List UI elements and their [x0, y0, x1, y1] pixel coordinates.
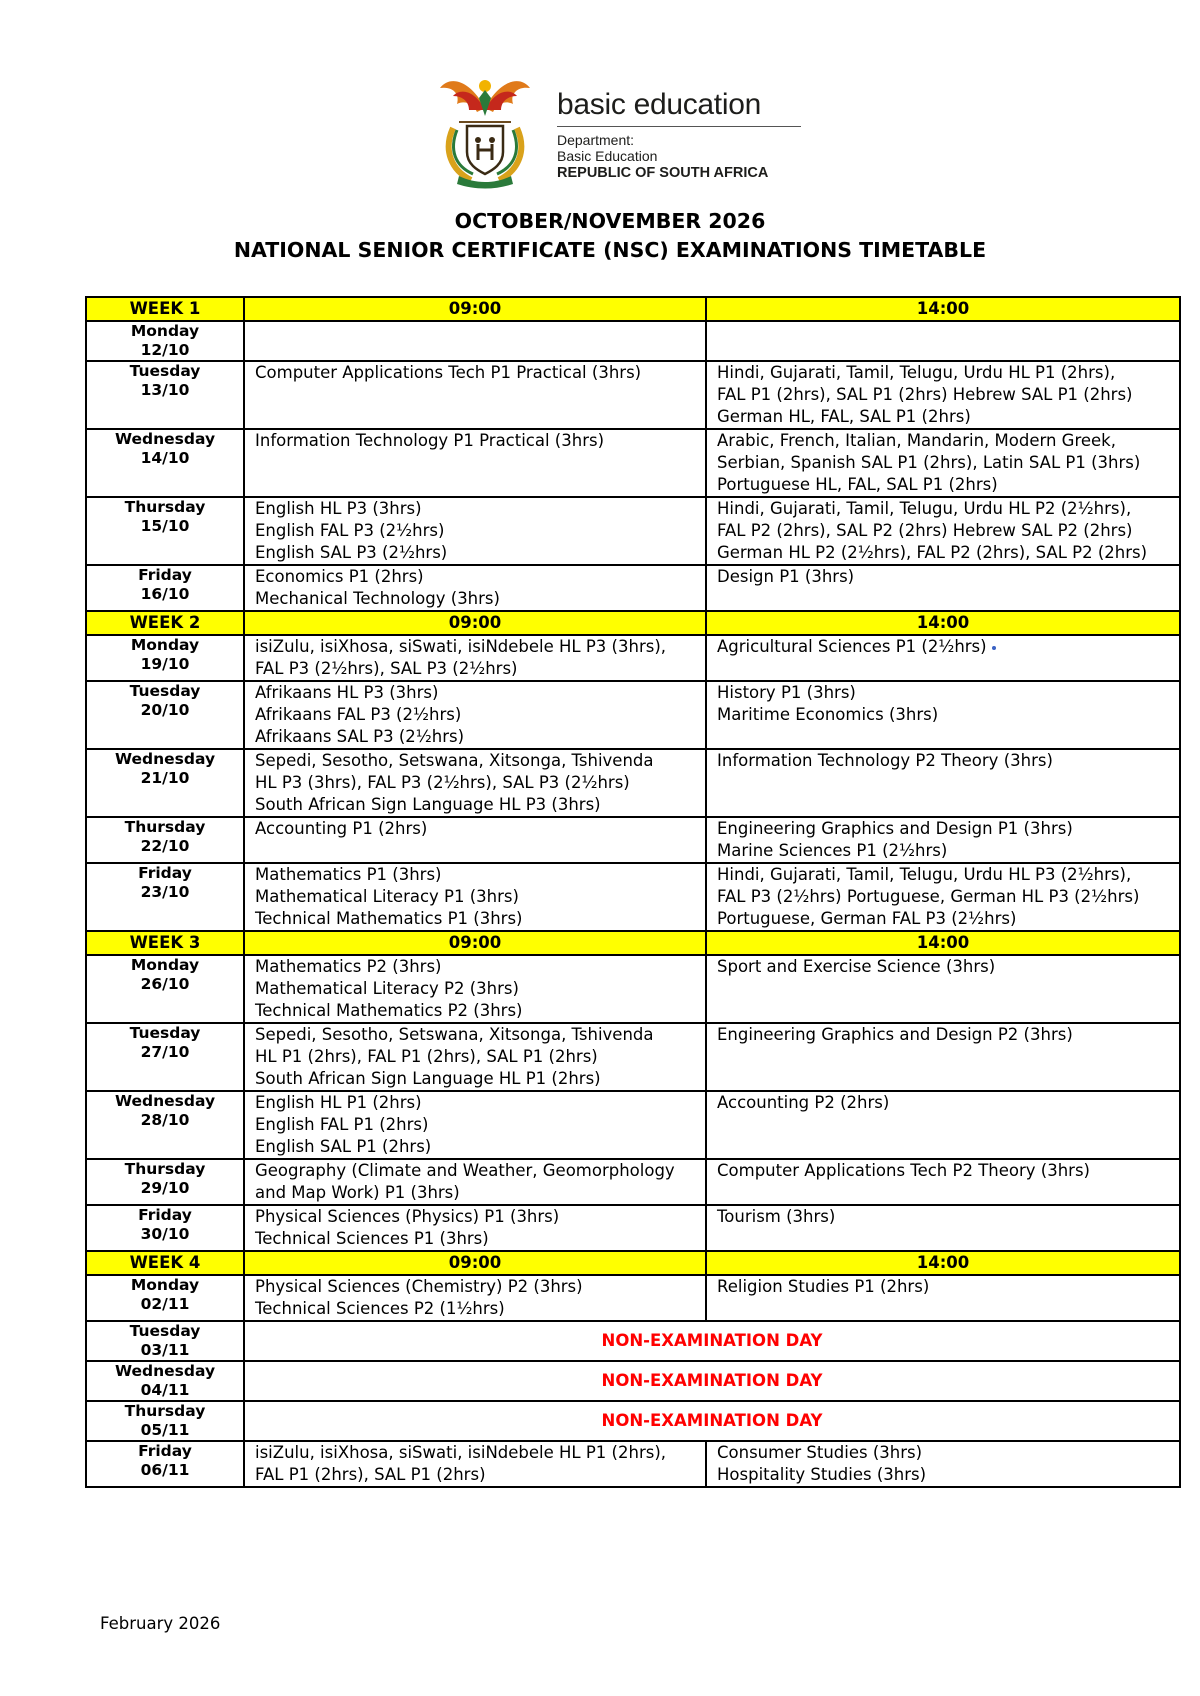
day-row — [86, 497, 1180, 565]
exam-entry: FAL P1 (2hrs), SAL P1 (2hrs) — [255, 1465, 486, 1484]
day-date: 29/10 — [140, 1179, 190, 1197]
day-cell — [86, 1275, 244, 1321]
day-name: Friday — [138, 1206, 192, 1224]
day-cell — [86, 1091, 244, 1159]
day-row — [86, 1091, 1180, 1159]
exam-entry: FAL P3 (2½hrs), SAL P3 (2½hrs) — [255, 659, 518, 678]
morning-session-cell — [244, 635, 706, 681]
exam-timetable — [85, 296, 1181, 1488]
week-label: WEEK 1 — [86, 297, 244, 321]
morning-session-cell — [244, 955, 706, 1023]
day-cell — [86, 681, 244, 749]
day-date: 03/11 — [140, 1341, 190, 1359]
day-name: Thursday — [124, 498, 206, 516]
morning-session-header: 09:00 — [244, 931, 706, 955]
day-cell — [86, 863, 244, 931]
country-name: REPUBLIC OF SOUTH AFRICA — [557, 165, 769, 181]
afternoon-session-cell — [706, 429, 1180, 497]
morning-session-cell — [244, 1275, 706, 1321]
afternoon-session-cell — [706, 321, 1180, 361]
exam-entry: South African Sign Language HL P3 (3hrs) — [255, 795, 601, 814]
day-name: Friday — [138, 566, 192, 584]
afternoon-session-cell — [706, 1275, 1180, 1321]
day-name: Friday — [138, 864, 192, 882]
afternoon-session-header: 14:00 — [706, 611, 1180, 635]
day-name: Wednesday — [114, 750, 216, 768]
day-date: 05/11 — [140, 1421, 190, 1439]
week-label: WEEK 3 — [86, 931, 244, 955]
exam-entry: Hindi, Gujarati, Tamil, Telugu, Urdu HL P2 (2½hrs), — [717, 499, 1132, 518]
exam-entry: Consumer Studies (3hrs) — [717, 1443, 923, 1462]
day-row — [86, 863, 1180, 931]
exam-entry: Mathematics P1 (3hrs) — [255, 865, 442, 884]
day-date: 16/10 — [140, 585, 190, 603]
title-line-2: NATIONAL SENIOR CERTIFICATE (NSC) EXAMINATIONS TIMETABLE — [233, 238, 987, 262]
morning-session-cell — [244, 429, 706, 497]
coat-of-arms-icon — [435, 70, 535, 190]
exam-entry: Mechanical Technology (3hrs) — [255, 589, 500, 608]
day-date: 22/10 — [140, 837, 190, 855]
day-date: 27/10 — [140, 1043, 190, 1061]
day-date: 20/10 — [140, 701, 190, 719]
morning-session-cell — [244, 1091, 706, 1159]
exam-entry: English SAL P1 (2hrs) — [255, 1137, 432, 1156]
exam-entry: South African Sign Language HL P1 (2hrs) — [255, 1069, 601, 1088]
brand-name: basic education — [557, 88, 761, 121]
exam-entry: Arabic, French, Italian, Mandarin, Modern Greek, — [717, 431, 1116, 450]
day-cell — [86, 1401, 244, 1441]
exam-entry: Design P1 (3hrs) — [717, 567, 855, 586]
afternoon-session-header: 14:00 — [706, 931, 1180, 955]
non-examination-day: NON-EXAMINATION DAY — [244, 1401, 1180, 1441]
afternoon-session-cell — [706, 1205, 1180, 1251]
day-row — [86, 1441, 1180, 1487]
exam-entry: Mathematics P2 (3hrs) — [255, 957, 442, 976]
afternoon-session-cell — [706, 1091, 1180, 1159]
day-row — [86, 361, 1180, 429]
day-name: Tuesday — [129, 362, 201, 380]
day-row — [86, 1361, 1180, 1401]
morning-session-cell — [244, 361, 706, 429]
exam-entry: isiZulu, isiXhosa, siSwati, isiNdebele HL P3 (3hrs), — [255, 637, 667, 656]
exam-entry: Afrikaans HL P3 (3hrs) — [255, 683, 439, 702]
day-name: Tuesday — [129, 1322, 201, 1340]
day-name: Monday — [130, 956, 200, 974]
day-row — [86, 955, 1180, 1023]
day-date: 26/10 — [140, 975, 190, 993]
afternoon-session-cell — [706, 863, 1180, 931]
day-row — [86, 429, 1180, 497]
exam-entry: Technical Sciences P2 (1½hrs) — [255, 1299, 505, 1318]
day-cell — [86, 1361, 244, 1401]
day-date: 15/10 — [140, 517, 190, 535]
afternoon-session-header: 14:00 — [706, 297, 1180, 321]
day-cell — [86, 1205, 244, 1251]
exam-entry: Computer Applications Tech P2 Theory (3hrs) — [717, 1161, 1090, 1180]
exam-entry: Hospitality Studies (3hrs) — [717, 1465, 927, 1484]
exam-entry: English HL P3 (3hrs) — [255, 499, 422, 518]
afternoon-session-cell — [706, 681, 1180, 749]
exam-entry: Afrikaans SAL P3 (2½hrs) — [255, 727, 465, 746]
exam-entry: English HL P1 (2hrs) — [255, 1093, 422, 1112]
day-name: Thursday — [124, 1402, 206, 1420]
title-line-1: OCTOBER/NOVEMBER 2026 — [454, 209, 766, 233]
day-name: Wednesday — [114, 1362, 216, 1380]
day-name: Wednesday — [114, 430, 216, 448]
day-row — [86, 1205, 1180, 1251]
week-header-row — [86, 1251, 1180, 1275]
exam-entry: Sepedi, Sesotho, Setswana, Xitsonga, Tshivenda — [255, 751, 654, 770]
exam-entry: and Map Work) P1 (3hrs) — [255, 1183, 460, 1202]
exam-entry: Afrikaans FAL P3 (2½hrs) — [255, 705, 462, 724]
exam-entry: FAL P1 (2hrs), SAL P1 (2hrs) Hebrew SAL P1 (2hrs) — [717, 385, 1133, 404]
document-title — [0, 207, 1200, 265]
exam-entry: Maritime Economics (3hrs) — [717, 705, 939, 724]
day-date: 12/10 — [140, 341, 190, 359]
exam-entry: German HL, FAL, SAL P1 (2hrs) — [717, 407, 971, 426]
day-cell — [86, 497, 244, 565]
exam-entry: Technical Mathematics P1 (3hrs) — [255, 909, 523, 928]
day-cell — [86, 1321, 244, 1361]
day-date: 06/11 — [140, 1461, 190, 1479]
day-cell — [86, 1159, 244, 1205]
day-date: 28/10 — [140, 1111, 190, 1129]
non-examination-day: NON-EXAMINATION DAY — [244, 1321, 1180, 1361]
day-row — [86, 1023, 1180, 1091]
morning-session-cell — [244, 497, 706, 565]
morning-session-cell — [244, 565, 706, 611]
day-row — [86, 1275, 1180, 1321]
morning-session-cell — [244, 817, 706, 863]
exam-entry: German HL P2 (2½hrs), FAL P2 (2hrs), SAL P2 (2hrs) — [717, 543, 1148, 562]
morning-session-cell — [244, 1441, 706, 1487]
day-name: Tuesday — [129, 682, 201, 700]
day-row — [86, 321, 1180, 361]
week-header-row — [86, 297, 1180, 321]
day-date: 14/10 — [140, 449, 190, 467]
exam-entry: Geography (Climate and Weather, Geomorphology — [255, 1161, 675, 1180]
exam-entry: Hindi, Gujarati, Tamil, Telugu, Urdu HL P1 (2hrs), — [717, 363, 1116, 382]
afternoon-session-cell — [706, 955, 1180, 1023]
week-label: WEEK 4 — [86, 1251, 244, 1275]
exam-entry: English FAL P1 (2hrs) — [255, 1115, 429, 1134]
day-date: 23/10 — [140, 883, 190, 901]
day-name: Monday — [130, 1276, 200, 1294]
exam-entry: Technical Sciences P1 (3hrs) — [255, 1229, 489, 1248]
day-cell — [86, 321, 244, 361]
exam-entry: Mathematical Literacy P2 (3hrs) — [255, 979, 519, 998]
week-header-row — [86, 611, 1180, 635]
exam-entry: FAL P3 (2½hrs) Portuguese, German HL P3 (2½hrs) — [717, 887, 1140, 906]
afternoon-session-cell — [706, 497, 1180, 565]
day-row — [86, 565, 1180, 611]
department-name: Basic Education — [557, 148, 658, 164]
day-name: Thursday — [124, 818, 206, 836]
day-cell — [86, 1023, 244, 1091]
afternoon-session-cell — [706, 1159, 1180, 1205]
exam-entry: English FAL P3 (2½hrs) — [255, 521, 445, 540]
afternoon-session-cell — [706, 817, 1180, 863]
afternoon-session-cell — [706, 361, 1180, 429]
exam-entry: Physical Sciences (Chemistry) P2 (3hrs) — [255, 1277, 583, 1296]
day-row — [86, 749, 1180, 817]
exam-entry: Accounting P2 (2hrs) — [717, 1093, 890, 1112]
day-name: Monday — [130, 636, 200, 654]
exam-entry: Technical Mathematics P2 (3hrs) — [255, 1001, 523, 1020]
day-name: Wednesday — [114, 1092, 216, 1110]
morning-session-cell — [244, 863, 706, 931]
day-name: Tuesday — [129, 1024, 201, 1042]
day-row — [86, 1401, 1180, 1441]
day-date: 04/11 — [140, 1381, 190, 1399]
day-row — [86, 635, 1180, 681]
day-date: 30/10 — [140, 1225, 190, 1243]
exam-entry: Serbian, Spanish SAL P1 (2hrs), Latin SAL P1 (3hrs) — [717, 453, 1141, 472]
exam-entry: Tourism (3hrs) — [717, 1207, 836, 1226]
day-date: 13/10 — [140, 381, 190, 399]
morning-session-header: 09:00 — [244, 297, 706, 321]
day-cell — [86, 749, 244, 817]
exam-entry: Marine Sciences P1 (2½hrs) — [717, 841, 948, 860]
day-row — [86, 1321, 1180, 1361]
stray-mark — [992, 646, 996, 650]
morning-session-cell — [244, 321, 706, 361]
day-row — [86, 1159, 1180, 1205]
morning-session-header: 09:00 — [244, 611, 706, 635]
exam-entry: HL P1 (2hrs), FAL P1 (2hrs), SAL P1 (2hrs) — [255, 1047, 598, 1066]
exam-entry: Portuguese, German FAL P3 (2½hrs) — [717, 909, 1017, 928]
day-name: Monday — [130, 322, 200, 340]
morning-session-header: 09:00 — [244, 1251, 706, 1275]
exam-entry: HL P3 (3hrs), FAL P3 (2½hrs), SAL P3 (2½hrs) — [255, 773, 630, 792]
afternoon-session-header: 14:00 — [706, 1251, 1180, 1275]
day-row — [86, 681, 1180, 749]
day-cell — [86, 955, 244, 1023]
morning-session-cell — [244, 749, 706, 817]
exam-entry: Hindi, Gujarati, Tamil, Telugu, Urdu HL P3 (2½hrs), — [717, 865, 1132, 884]
exam-entry: Accounting P1 (2hrs) — [255, 819, 428, 838]
day-row — [86, 817, 1180, 863]
exam-entry: FAL P2 (2hrs), SAL P2 (2hrs) Hebrew SAL P2 (2hrs) — [717, 521, 1133, 540]
morning-session-cell — [244, 681, 706, 749]
brand-divider — [557, 126, 801, 127]
exam-entry: Engineering Graphics and Design P1 (3hrs) — [717, 819, 1073, 838]
afternoon-session-cell — [706, 1441, 1180, 1487]
exam-entry: English SAL P3 (2½hrs) — [255, 543, 448, 562]
exam-entry: isiZulu, isiXhosa, siSwati, isiNdebele HL P1 (2hrs), — [255, 1443, 667, 1462]
afternoon-session-cell — [706, 635, 1180, 681]
department-label: Department: — [557, 132, 635, 148]
footer-date: February 2026 — [100, 1614, 221, 1633]
day-cell — [86, 565, 244, 611]
day-cell — [86, 361, 244, 429]
day-cell — [86, 635, 244, 681]
exam-entry: Information Technology P2 Theory (3hrs) — [717, 751, 1053, 770]
exam-entry: Economics P1 (2hrs) — [255, 567, 424, 586]
exam-entry: Agricultural Sciences P1 (2½hrs) — [717, 637, 987, 656]
week-label: WEEK 2 — [86, 611, 244, 635]
afternoon-session-cell — [706, 1023, 1180, 1091]
non-examination-day: NON-EXAMINATION DAY — [244, 1361, 1180, 1401]
day-date: 21/10 — [140, 769, 190, 787]
exam-entry: Sport and Exercise Science (3hrs) — [717, 957, 996, 976]
exam-entry: Religion Studies P1 (2hrs) — [717, 1277, 930, 1296]
morning-session-cell — [244, 1159, 706, 1205]
morning-session-cell — [244, 1205, 706, 1251]
document-header — [435, 70, 815, 190]
exam-entry: Sepedi, Sesotho, Setswana, Xitsonga, Tshivenda — [255, 1025, 654, 1044]
exam-entry: Physical Sciences (Physics) P1 (3hrs) — [255, 1207, 560, 1226]
timetable-body — [86, 297, 1180, 1487]
day-date: 02/11 — [140, 1295, 190, 1313]
day-cell — [86, 817, 244, 863]
exam-entry: History P1 (3hrs) — [717, 683, 856, 702]
exam-entry: Information Technology P1 Practical (3hrs) — [255, 431, 605, 450]
exam-entry: Mathematical Literacy P1 (3hrs) — [255, 887, 519, 906]
afternoon-session-cell — [706, 749, 1180, 817]
day-date: 19/10 — [140, 655, 190, 673]
exam-entry: Engineering Graphics and Design P2 (3hrs) — [717, 1025, 1073, 1044]
afternoon-session-cell — [706, 565, 1180, 611]
morning-session-cell — [244, 1023, 706, 1091]
day-cell — [86, 429, 244, 497]
exam-entry: Portuguese HL, FAL, SAL P1 (2hrs) — [717, 475, 998, 494]
day-name: Friday — [138, 1442, 192, 1460]
exam-entry: Computer Applications Tech P1 Practical (3hrs) — [255, 363, 642, 382]
day-name: Thursday — [124, 1160, 206, 1178]
week-header-row — [86, 931, 1180, 955]
day-cell — [86, 1441, 244, 1487]
